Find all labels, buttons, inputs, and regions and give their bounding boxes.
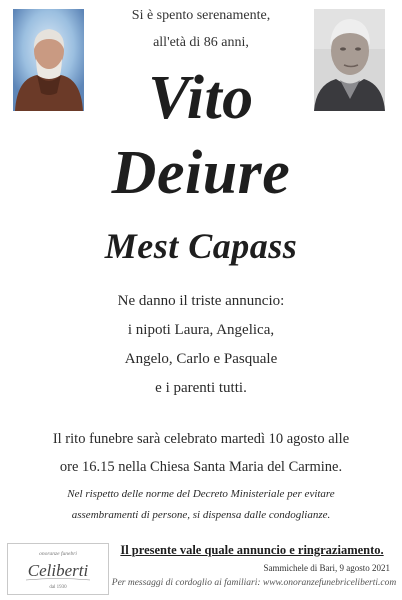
announcement-line-4: e i parenti tutti.: [155, 380, 247, 396]
last-name: Deiure: [111, 139, 291, 207]
place-date: Sammichele di Bari, 9 agosto 2021: [263, 563, 390, 573]
announcement-line-3: Angelo, Carlo e Pasquale: [124, 351, 278, 367]
intro-line-2: all'età di 86 anni,: [153, 35, 249, 50]
first-name: Vito: [148, 64, 254, 132]
intro-line-1: Si è spento serenamente,: [131, 8, 271, 23]
announcement-line-1: Ne danno il triste annuncio:: [117, 293, 285, 309]
logo-top-text: onoranze funebri: [39, 551, 77, 557]
funeral-line-2: ore 16.15 nella Chiesa Santa Maria del Carmine.: [59, 459, 343, 475]
funeral-home-logo: [7, 543, 109, 595]
thanks-line: Il presente vale quale annuncio e ringraziamento.: [120, 543, 384, 557]
logo-since: dal 1930: [49, 585, 67, 590]
footer-website-note: Per messaggi di cordoglio ai familiari: www.onoranzefunebriceliberti.com: [111, 578, 397, 588]
funeral-line-1: Il rito funebre sarà celebrato martedì 10 agosto alle: [52, 431, 350, 447]
covid-notice-line-1: Nel rispetto delle norme del Decreto Ministeriale per evitare: [67, 488, 335, 500]
nickname: Mest Capass: [104, 226, 298, 266]
logo-image: [8, 544, 108, 594]
announcement-line-2: i nipoti Laura, Angelica,: [127, 322, 275, 338]
logo-name: Celiberti: [27, 561, 89, 580]
covid-notice-line-2: assembramenti di persone, si dispensa dalle condoglianze.: [71, 509, 331, 521]
